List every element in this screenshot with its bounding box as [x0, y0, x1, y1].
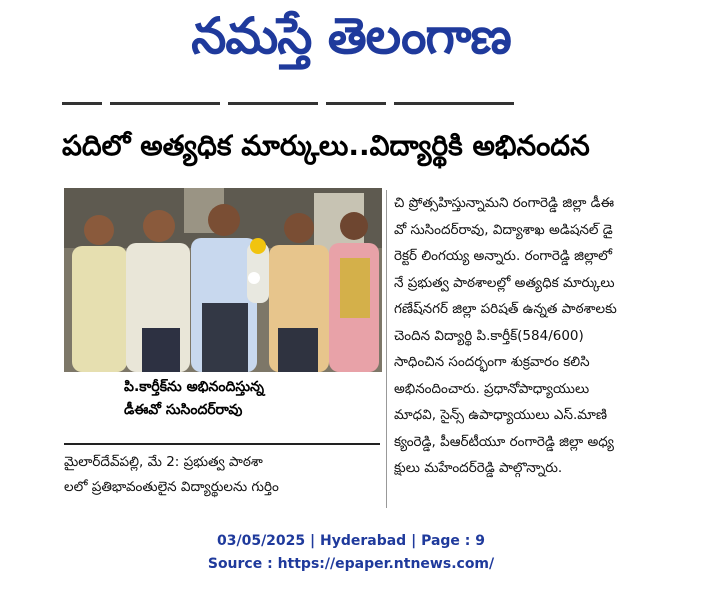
article-headline: పదిలో అత్యధిక మార్కులు..విద్యార్థికి అభినందన	[62, 129, 590, 162]
body-line: నే ప్రభుత్వ పాఠశాలల్లో అత్యధిక మార్కులు	[394, 274, 615, 291]
body-line: చెందిన విద్యార్థి పి.కార్తీక్(584/600)	[394, 327, 584, 344]
body-line: సాధించిన సందర్భంగా శుక్రవారం కలిసి	[394, 354, 590, 370]
body-line: మాధవి, సైన్స్ ఉపాధ్యాయులు ఎస్.మాణి	[394, 407, 608, 423]
body-line: మైలార్‌దేవ్‌పల్లి, మే 2: ప్రభుత్వ పాఠశా	[64, 454, 263, 470]
body-line: చి ప్రోత్సహిస్తున్నామని రంగారెడ్డి జిల్లా డీఈ	[394, 195, 615, 211]
photo-caption	[124, 376, 364, 422]
body-line: గణేష్‌నగర్ జిల్లా పరిషత్ ఉన్నత పాఠశాలకు	[394, 301, 617, 317]
body-line: రెక్టర్ లింగయ్య అన్నారు. రంగారెడ్డి జిల్లాలో	[394, 248, 613, 264]
caption-divider	[64, 443, 380, 445]
article-photo	[64, 188, 382, 372]
masthead-logo: నమస్తే తెలంగాణ	[191, 7, 511, 65]
article-body-right	[394, 190, 690, 482]
body-line: వో సుసిందర్‌రావు, విద్యాశాఖ అడిషనల్ డై	[394, 221, 613, 238]
cropped-text-line	[62, 93, 622, 105]
footer-date-page: 03/05/2025 | Hyderabad | Page : 9	[216, 533, 486, 549]
body-line: క్షులు మహేందర్‌రెడ్డి పాల్గొన్నారు.	[394, 460, 563, 476]
body-line: అభినందించారు. ప్రధానోపాధ్యాయులు	[394, 380, 590, 397]
column-divider	[386, 190, 387, 508]
caption-line: పి.కార్తీక్‌ను అభినందిస్తున్న	[124, 379, 265, 395]
body-line: క్యంరెడ్డి, పీఆర్‌టీయూ రంగారెడ్డి జిల్లా అధ్య	[394, 433, 614, 450]
footer-source: Source : https://epaper.ntnews.com/	[207, 556, 495, 572]
body-line: లలో ప్రతిభావంతులైన విద్యార్థులను గుర్తిం	[64, 479, 279, 495]
article-body-left	[64, 450, 382, 500]
caption-line: డీఈవో సుసిందర్‌రావు	[124, 402, 243, 418]
